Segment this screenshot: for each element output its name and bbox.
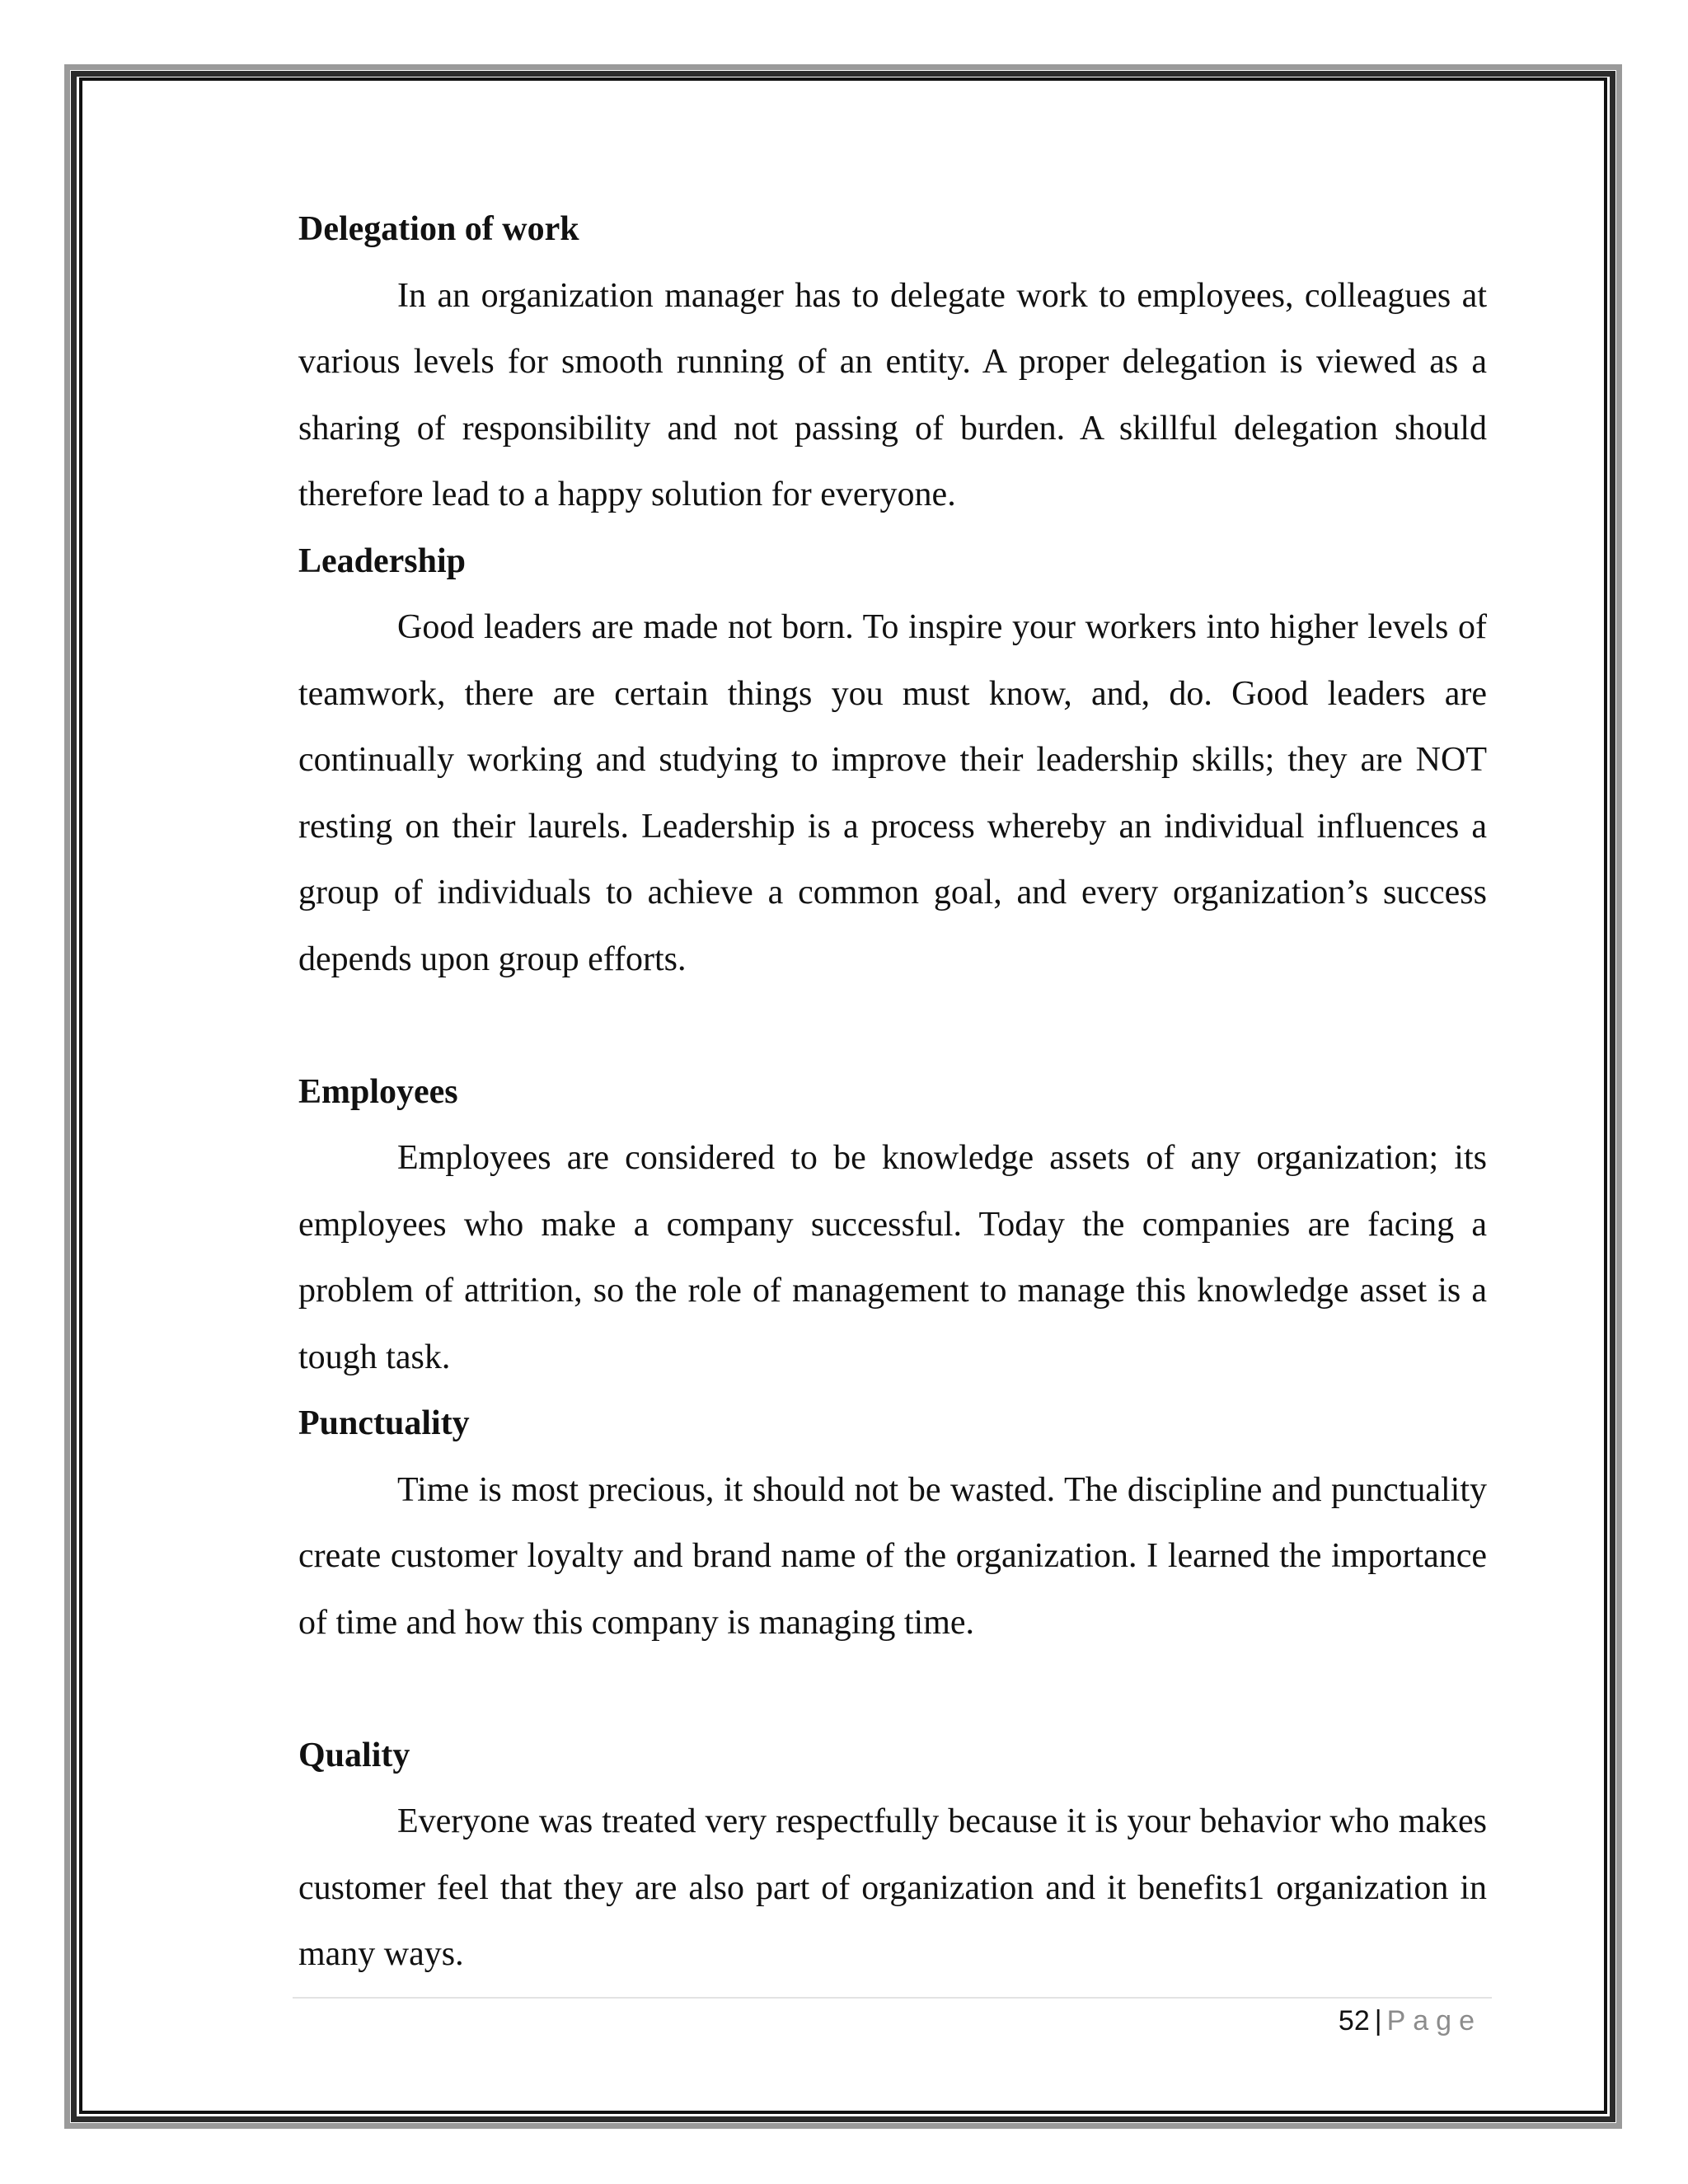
section-heading-delegation: Delegation of work bbox=[298, 210, 579, 248]
page-label: Page bbox=[1386, 2005, 1482, 2036]
section-heading-quality: Quality bbox=[298, 1736, 410, 1774]
paragraph-spacer bbox=[298, 992, 1487, 1059]
section-heading-leadership: Leadership bbox=[298, 541, 467, 580]
section-paragraph-leadership: Good leaders are made not born. To inspire your workers into higher levels of teamwork, there are certain things you must know, and, do. Good leaders are continually working and studying to improve their leadership skills; they are NOT resting on their laurels. Leadership is a process whereby an individual influences a group of individuals to achieve a common goal, and every organization’s success depends upon group efforts. bbox=[298, 608, 1487, 978]
paragraph-spacer bbox=[298, 1656, 1487, 1722]
document-body bbox=[298, 196, 1487, 1988]
footer-divider bbox=[293, 1997, 1492, 1999]
section-heading-punctuality: Punctuality bbox=[298, 1404, 470, 1442]
section-paragraph-delegation: In an organization manager has to delegate work to employees, colleagues at various levels for smooth running of an entity. A proper delegation is viewed as a sharing of responsibility and not passing of burden. A skillful delegation should therefore lead to a happy solution for everyone. bbox=[298, 276, 1487, 513]
section-paragraph-punctuality: Time is most precious, it should not be wasted. The discipline and punctuality create customer loyalty and brand name of the organization. I learned the importance of time and how this company is managing time. bbox=[298, 1470, 1487, 1642]
section-paragraph-employees: Employees are considered to be knowledge assets of any organization; its employees who make a company successful. Today the companies are facing a problem of attrition, so the role of management to manage this knowledge asset is a tough task. bbox=[298, 1139, 1487, 1376]
section-heading-employees: Employees bbox=[298, 1072, 458, 1111]
page-number: 52 bbox=[1338, 2005, 1370, 2036]
section-paragraph-quality: Everyone was treated very respectfully because it is your behavior who makes customer feel that they are also part of organization and it benefits1 organization in many ways. bbox=[298, 1802, 1487, 1973]
footer-separator: | bbox=[1374, 2005, 1382, 2036]
page-footer bbox=[1339, 2001, 1482, 2041]
